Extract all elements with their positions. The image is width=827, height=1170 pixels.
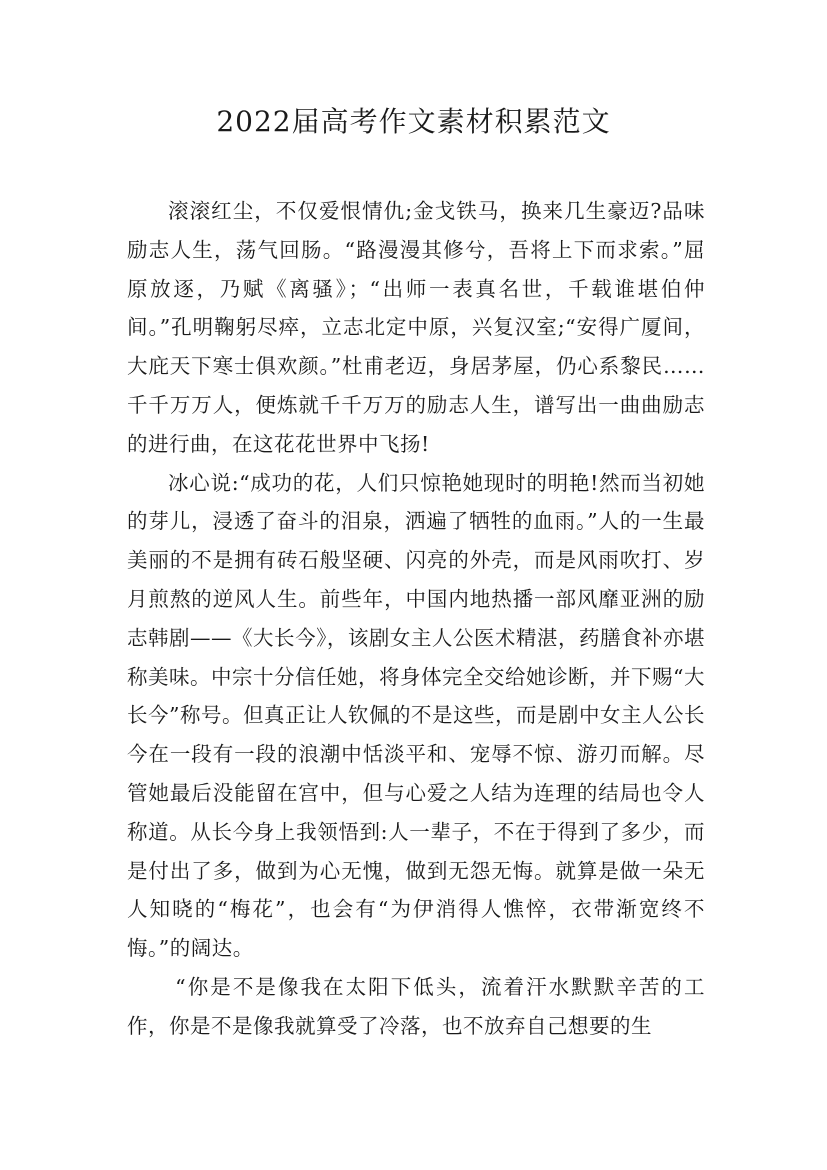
paragraph-1: 滚滚红尘，不仅爱恨情仇;金戈铁马，换来几生豪迈?品味励志人生，荡气回肠。“路漫漫其修兮，吾将上下而求索。”屈原放逐，乃赋《离骚》；“出师一表真名世，千载谁堪伯仲间。”孔明鞠躬尽瘁，立志北定中原，兴复汉室;“安得广厦间，大庇天下寒士俱欢颜。”杜甫老迈，身居茅屋，仍心系黎民……千千万万人，便炼就千千万万的励志人生，谱写出一曲曲励志的进行曲，在这花花世界中飞扬! — [127, 199, 705, 456]
paragraph-2: 冰心说:“成功的花，人们只惊艳她现时的明艳!然而当初她的芽儿，浸透了奋斗的泪泉，洒遍了牺牲的血雨。”人的一生最美丽的不是拥有砖石般坚硬、闪亮的外壳，而是风雨吹打、岁月煎熬的逆风人生。前些年，中国内地热播一部风靡亚洲的励志韩剧——《大长今》，该剧女主人公医术精湛，药膳食补亦堪称美味。中宗十分信任她，将身体完全交给她诊断，并下赐“大长今”称号。但真正让人钦佩的不是这些，而是剧中女主人公长今在一段有一段的浪潮中恬淡平和、宠辱不惊、游刃而解。尽管她最后没能留在宫中，但与心爱之人结为连理的结局也令人称道。从长今身上我领悟到:人一辈子，不在于得到了多少，而是付出了多，做到为心无愧，做到无怨无悔。就算是做一朵无人知晓的“梅花”，也会有“为伊消得人憔悴，衣带渐宽终不悔。”的阔达。 — [127, 470, 705, 961]
document-title: 2022届高考作文素材积累范文 — [216, 105, 611, 138]
document-body — [127, 192, 705, 1046]
paragraph-3: “你是不是像我在太阳下低头，流着汗水默默辛苦的工作，你是不是像我就算受了冷落，也不放弃自己想要的生 — [127, 974, 705, 1038]
